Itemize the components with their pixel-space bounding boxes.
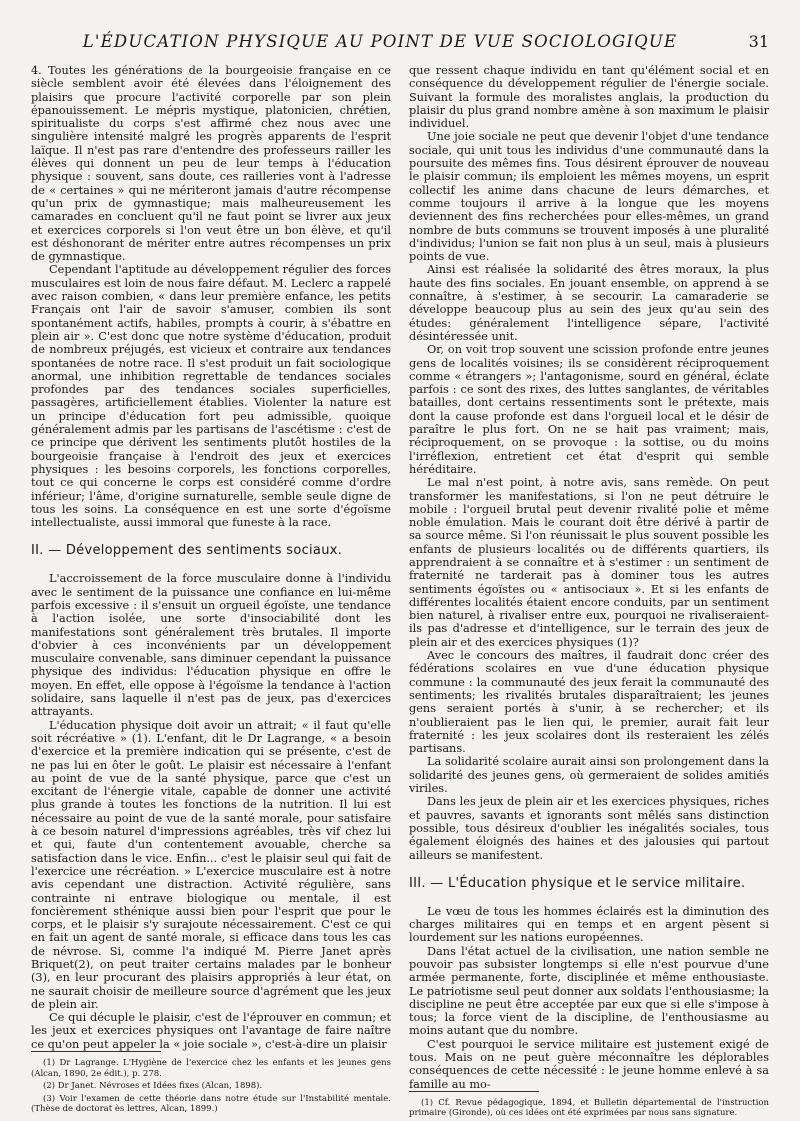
footnote: (3) Voir l'examen de cette théorie dans notre étude sur l'Instabilité mentale. (Thèse de doctorat ès lettres, Alcan, 1899.) [31, 1093, 391, 1115]
right-column [409, 64, 769, 1119]
paragraph: Ainsi est réalisée la solidarité des êtres moraux, la plus haute des fins sociales. En jouant ensemble, on apprend à se connaître, à s'estimer, à se secourir. La camaraderie se développe beaucoup plus au sein des jeux qu'au sein des études: généralement l'intelligence sépare, l'activité désintéressée unit. [409, 263, 769, 343]
paragraph: Une joie sociale ne peut que devenir l'objet d'une tendance sociale, qui unit tous les individus d'une communauté dans la poursuite des mêmes fins. Tous désirent éprouver de nouveau le plaisir commun; ils emploient les mêmes moyens, un esprit collectif les anime dans chacune de leurs démarches, et comme toujours il arrive à la longue que les moyens deviennent des fins recherchées pour elles-mêmes, un grand nombre de buts communs se trouvent imposés à une pluralité d'individus; l'union se fait non plus à un seul, mais à plusieurs points de vue. [409, 130, 769, 264]
paragraph: L'accroissement de la force musculaire donne à l'individu avec le sentiment de la puissance une confiance en lui-même parfois excessive : il s'ensuit un orgueil égoïste, une tendance à l'action isolée, une sorte d'insociabilité dont les manifestations sont généralement très brutales. Il importe d'obvier à ces inconvénients par un développement musculaire convenable, sans diminuer cependant la puissance physique des individus: l'éducation physique en offre le moyen. En effet, elle oppose à l'égoïsme la tendance à l'action solidaire, sans laquelle il n'est pas de jeux, pas d'exercices attrayants. [31, 572, 391, 719]
paragraph: Ce qui décuple le plaisir, c'est de l'éprouver en commun; et les jeux et exercices physiques ont l'avantage de faire naître ce qu'on peut appeler la « joie sociale », c'est-à-dire un plaisir [31, 1011, 391, 1051]
paragraph: L'éducation physique doit avoir un attrait; « il faut qu'elle soit récréative » (1). L'enfant, dit le Dr Lagrange, « a besoin d'exercice et la première indication qui se présente, c'est de ne pas lui en ôter le goût. Le plaisir est nécessaire à l'enfant au point de vue de la santé physique, parce que c'est un excitant de l'énergie vitale, capable de donner une activité plus grande à toutes les fonctions de la nutrition. Il lui est nécessaire au point de vue de la santé morale, pour satisfaire à ce besoin naturel d'impressions agréables, très vif chez lui et qui, faute d'un contentement avouable, cherche sa satisfaction dans le vice. Enfin... c'est le plaisir seul qui fait de l'exercice une récréation. » L'exercice musculaire est à notre avis cependant une distraction. Activité régulière, sans contrainte ni entrave biologique ou mentale, il est foncièrement sthénique aussi bien pour l'esprit que pour le corps, et le plaisir s'y surajoute nécessairement. C'est ce qui en fait un agent de santé morale, si efficace dans tous les cas de névrose. Si, comme l'a indiqué M. Pierre Janet après Briquet(2), on peut traiter certains malades par le bonheur (3), en leur procurant des plaisirs appropriés à leur état, on ne saurait choisir de meilleure source d'agrément que les jeux de plein air. [31, 718, 391, 1011]
footnote: (1) Cf. Revue pédagogique, 1894, et Bulletin départemental de l'instruction primaire (Gironde), où ces idées ont été exprimées par nous sans signature. [409, 1097, 769, 1119]
right-body-text [409, 64, 769, 1091]
left-column [31, 64, 391, 1115]
footnote-rule [31, 1051, 161, 1052]
paragraph: C'est pourquoi le service militaire est justement exigé de tous. Mais on ne peut guère méconnaître les déplorables conséquences de cette nécessité : le jeune homme enlevé à sa famille au mo- [409, 1037, 769, 1091]
page-number: 31 [748, 32, 769, 51]
footnote-rule [409, 1091, 539, 1092]
paragraph: Dans les jeux de plein air et les exercices physiques, riches et pauvres, savants et ignorants sont mêlés sans distinction possible, tous désireux d'oublier les inégalités sociales, tous également éloignés des haines et des jalousies qui partout ailleurs se manifestent. [409, 795, 769, 862]
paragraph: Or, on voit trop souvent une scission profonde entre jeunes gens de localités voisines; ils se considèrent réciproquement comme « étrangers »; l'antagonisme, sourd en général, éclate parfois : ce sont des rixes, des luttes sanglantes, de véritables batailles, dont certains ressentiments sont le prétexte, mais dont la cause profonde est dans l'orgueil local et le désir de paraître le plus fort. On ne se hait pas vraiment; mais, réciproquement, on se provoque : la sottise, ou du moins l'irréflexion, entretient cet état d'esprit qui semble héréditaire. [409, 343, 769, 476]
footnote: (2) Dr Janet. Névroses et Idées fixes (Alcan, 1898). [43, 1081, 263, 1092]
paragraph: 4. Toutes les générations de la bourgeoisie française en ce siècle semblent avoir été élevées dans l'éloignement des plaisirs que procure l'activité corporelle par son plein épanouissement. Le mépris mystique, platonicien, chrétien, spiritualiste du corps s'est affirmé chez nous avec une singulière intensité malgré les progrès apparents de l'esprit laïque. Il n'est pas rare d'entendre des professeurs railler les élèves qui donnent un peu de leur temps à l'éducation physique : souvent, sans doute, ces railleries vont à l'adresse de « certaines » qui ne mériteront jamais d'autre récompense qu'un prix de gymnastique; mais malheureusement les camarades en concluent qu'il ne faut point se livrer aux jeux et exercices corporels si l'on veut être un bon élève, et qu'il est déshonorant de mériter entre autres récompenses un prix de gymnastique. [31, 64, 391, 264]
paragraph: que ressent chaque individu en tant qu'élément social et en conséquence du développement régulier de l'énergie sociale. Suivant la formule des moralistes anglais, la production du plaisir du plus grand nombre amène à son maximum le plaisir individuel. [409, 64, 769, 131]
two-column-body [31, 64, 769, 1119]
paragraph: Dans l'état actuel de la civilisation, une nation semble ne pouvoir pas subsister longtemps si elle n'est pourvue d'une armée permanente, forte, disciplinée et même enthousiaste. Le patriotisme seul peut donner aux soldats l'enthousiasme; la discipline ne peut être acceptée par eux que si elle s'impose à tous; la force vient de la discipline, de l'enthousiasme au moins autant que du nombre. [409, 944, 769, 1038]
paragraph: La solidarité scolaire aurait ainsi son prolongement dans la solidarité des jeunes gens, où germeraient de solides amitiés viriles. [409, 755, 769, 796]
section-heading: II. — Développement des sentiments sociaux. [31, 543, 343, 559]
left-footnotes [31, 1051, 391, 1117]
right-footnotes [409, 1091, 769, 1121]
left-body-text [31, 64, 391, 1051]
paragraph: Cependant l'aptitude au développement régulier des forces musculaires est loin de nous faire défaut. M. Leclerc a rappelé avec raison combien, « dans leur première enfance, les petits Français ont l'air de savoir s'amuser, combien ils sont spontanément actifs, habiles, prompts à courir, à s'ébattre en plein air ». C'est donc que notre système d'éducation, produit de nombreux préjugés, est vicieux et contraire aux tendances spontanées de notre race. Il s'est produit un fait sociologique anormal, une inhibition regrettable de tendances sociales profondes par des tendances sociales superficielles, passagères, artificiellement établies. Violenter la nature est un principe d'éducation fort peu admissible, quoique généralement admis par les partisans de l'ascétisme : c'est de ce principe que dérivent les sentiments plutôt hostiles de la bourgeoisie française à l'endroit des jeux et exercices physiques : les besoins corporels, les fonctions corporelles, tout ce qui concerne le corps est considéré comme d'ordre inférieur; l'âme, d'origine surnaturelle, semble seule digne de tous les soins. La conséquence en est une sorte d'égoïsme intellectualiste, aussi immoral que funeste à la race. [31, 263, 391, 530]
paragraph: Le vœu de tous les hommes éclairés est la diminution des charges militaires qui en temps et en argent pèsent si lourdement sur les nations européennes. [409, 904, 769, 945]
running-header [31, 32, 769, 56]
running-title: L'ÉDUCATION PHYSIQUE AU POINT DE VUE SOCIOLOGIQUE [82, 32, 678, 51]
paragraph: Le mal n'est point, à notre avis, sans remède. On peut transformer les manifestations, si l'on ne peut détruire le mobile : l'orgueil brutal peut devenir rivalité polie et même noble émulation. Mais le courant doit être dérivé à partir de sa source même. Si l'on réunissait le plus souvent possible les enfants de plusieurs localités ou de différents quartiers, ils apprendraient à se connaître et à s'estimer : un sentiment de fraternité ne tarderait pas à dominer tous les autres sentiments égoïstes ou « antisociaux ». Et si les enfants de différentes localités étaient encore conduits, par un sentiment bien naturel, à rivaliser entre eux, pourquoi ne rivaliseraient-ils pas d'adresse et d'intelligence, sur le terrain des jeux de plein air et des exercices physiques (1)? [409, 476, 769, 649]
footnote: (1) Dr Lagrange. L'Hygiène de l'exercice chez les enfants et les jeunes gens (Alcan, 1890, 2e édit.), p. 278. [31, 1058, 391, 1079]
section-heading: III. — L'Éducation physique et le service militaire. [409, 875, 746, 891]
paragraph: Avec le concours des maîtres, il faudrait donc créer des fédérations scolaires en vue d'une éducation physique commune : la communauté des jeux ferait la communauté des sentiments; les rivalités brutales disparaîtraient; les jeunes gens seraient portés à s'unir, à se rechercher; et ils n'oublieraient pas le lien qui, le premier, aurait fait leur fraternité : les jeux scolaires dont ils resteraient les zélés partisans. [409, 649, 769, 756]
